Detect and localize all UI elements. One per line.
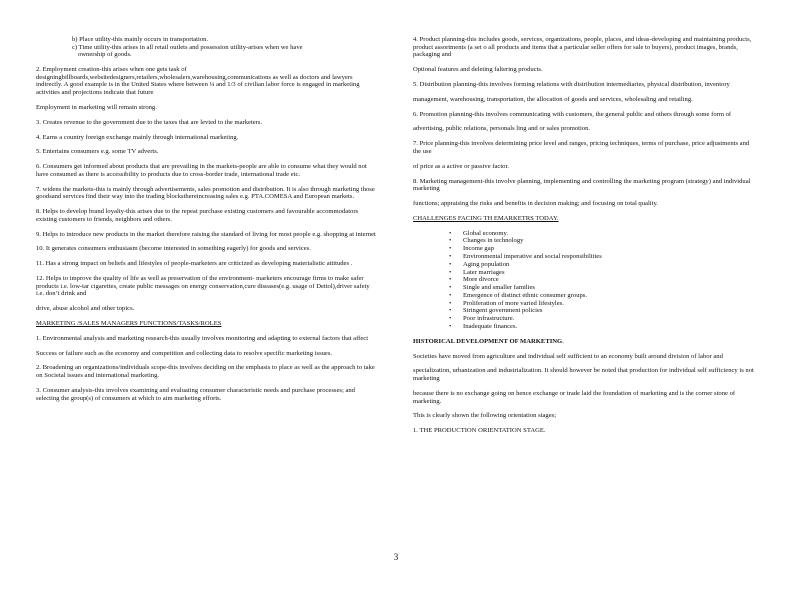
list-item: • Global economy. xyxy=(449,230,757,238)
paragraph: drive, abuse alcohol and other topics. xyxy=(36,305,135,313)
paragraph: 1. Environmental analysis and marketing research-this usually involves monitoring and adapting to external factors that affect xyxy=(36,334,369,342)
list-item: • Inadequate finances. xyxy=(449,323,757,331)
list-item: • Later marriages xyxy=(449,269,757,277)
list-item: • Changes in technology xyxy=(449,237,757,245)
paragraph: 11. Has a strong impact on beliefs and lifestyles of people-marketers are criticized as developing materialistic attitudes . xyxy=(36,260,353,268)
paragraph: 10. It generates consumers enthusiasm (become interested in something eagerly) for goods and services. xyxy=(36,245,311,253)
paragraph: 5. Distribution planning-this involves forming relations with distribution intermediaries, physical distribution, inventory xyxy=(413,80,730,88)
paragraph: 3. Consumer analysis-this involves examining and evaluating consumer characteristic needs and purchase processes; and selecting the group(s) of consumers at which to aim marketing efforts. xyxy=(36,386,355,402)
paragraph: functions; appraising the risks and benefits in decision making; and focusing on total quality. xyxy=(413,200,658,208)
paragraph: 9. Helps to introduce new products in the market therefore raising the standard of living for most people e.g. shopping at internet xyxy=(36,230,376,238)
place-utility-item: b) Place utility-this mainly occurs in transportation. xyxy=(72,36,209,43)
list-item: • Environmental imperative and social responsibilities xyxy=(449,253,757,261)
paragraph: 3. Creates revenue to the government due to the taxes that are levied to the marketers. xyxy=(36,118,263,126)
utility-sublist xyxy=(36,36,376,59)
paragraph: 12. Helps to improve the quality of life as well as preservation of the environment- marketers encourage firms to make safer products i.e. low-tar cigarettes, create public messages on energy conservation,cure diseases(e.g. usage of Dettol),driver safety i.e. don’t drink and xyxy=(36,275,370,298)
paragraph: specialization, urbanization and industrialization. It should however be noted that production for individual self sufficiency is not marketing xyxy=(413,367,754,383)
section-heading-history-text: HISTORICAL DEVELOPMENT OF MARKETING xyxy=(413,337,563,345)
paragraph: This is clearly shown the following orientation stages; xyxy=(413,412,557,420)
paragraph: 5. Entertains consumers e.g. some TV adverts. xyxy=(36,148,159,156)
list-item: • Stringent government policies xyxy=(449,307,757,315)
page-number: 3 xyxy=(393,552,399,562)
section-heading-challenges: CHALLENGES FACING TH EMARKETRS TODAY. xyxy=(413,214,559,222)
list-item: • More divorce xyxy=(449,276,757,284)
list-item: • Income gap xyxy=(449,245,757,253)
paragraph: of price as a active or passive factor. xyxy=(413,162,509,170)
paragraph: 8. Marketing management-this involve planning, implementing and controlling the marketing program (strategy) and individual marketing xyxy=(413,177,751,193)
paragraph: 7. widens the markets-this is mainly through advertisements, sales promotion and distribution. It is also through marketing those goodsand services find their way into the trading blocksthereincreasing sales e.g. PTA.COMESA and European markets. xyxy=(36,185,375,201)
section-heading-history-period: . xyxy=(562,337,564,345)
time-utility-item: c) Time utility-this arises in all retail outlets and possession utility-arises when we have xyxy=(72,43,303,51)
paragraph: management, warehousing, transportation, the allocation of goods and services, wholesaling and retailing. xyxy=(413,95,693,103)
paragraph: Employment in marketing will remain strong. xyxy=(36,103,157,111)
section-heading-history xyxy=(413,338,757,346)
left-column xyxy=(36,36,376,409)
paragraph: 2. Broadening an organizations/individuals scope-this involves deciding on the emphasis to place as well as the approach to take on Societal issues and international marketing. xyxy=(36,364,375,380)
section-heading-functions: MARKETING /SALES MANAGERS FUNCTIONS/TASKS/ROLES xyxy=(36,320,222,327)
paragraph: Societies have moved from agriculture and individual self sufficient to an economy built around division of labor and xyxy=(413,352,723,360)
paragraph: 1. THE PRODUCTION ORIENTATION STAGE. xyxy=(413,427,546,435)
paragraph: Success or failure such as the economy and competition and collecting data to resolve specific marketing issues. xyxy=(36,349,333,357)
paragraph: 7. Price planning-this involves determining price level and ranges, pricing techniques, terms of purchase, price adjustments and the use xyxy=(413,140,750,155)
list-item: • Aging population xyxy=(449,261,757,269)
challenges-list xyxy=(413,230,757,331)
list-item: • Proliferation of more varied lifestyles. xyxy=(449,300,757,308)
list-item: • Poor infrastructure. xyxy=(449,315,757,323)
paragraph: Optional features and deleting faltering products. xyxy=(413,66,543,74)
paragraph: 6. Consumers get informed about products that are prevailing in the markets-people are able to consume what they would not have consumed as there is accessibility to products due to cross-border trade, international trade etc. xyxy=(36,163,367,178)
list-item: • Single and smaller families xyxy=(449,284,757,292)
time-utility-item-continued: ownership of goods. xyxy=(78,51,132,59)
paragraph: because there is no exchange going on hence exchange or trade laid the foundation of marketing and is the corner stone of marketing. xyxy=(413,389,736,405)
paragraph: 8. Helps to develop brand loyalty-this arises due to the repeat purchase existing customers and favourable accommodators existing customers to friends, neighbors and others. xyxy=(36,208,359,223)
list-item: • Emergence of distinct ethnic consumer groups. xyxy=(449,292,757,300)
paragraph: 4. Product planning-this includes goods, services, organizations, people, places, and ideas-developing and maintaining products, product assortments (a set o all products and items that a particular seller offers for sale to buyers), product images, brands, packaging and xyxy=(413,36,752,59)
right-column xyxy=(413,36,757,442)
paragraph: advertising, public relations, personals ling and or sales promotion. xyxy=(413,125,591,133)
paragraph: 6. Promotion planning-this involves communicating with customers, the general public and others through some form of xyxy=(413,110,732,118)
paragraph: 2. Employment creation-this arises when one gets task of designingbillboards,websitedesigners,retailers,wholesalers,warehousing,communications as well as doctors and lawyers indirectly. A good example is in the United States where between ¼ and 1/3 of civilian labor force is engaged in marketing activities and projections indicate that future xyxy=(36,66,360,97)
paragraph: 4. Earns a country foreign exchange mainly through international marketing. xyxy=(36,133,239,141)
